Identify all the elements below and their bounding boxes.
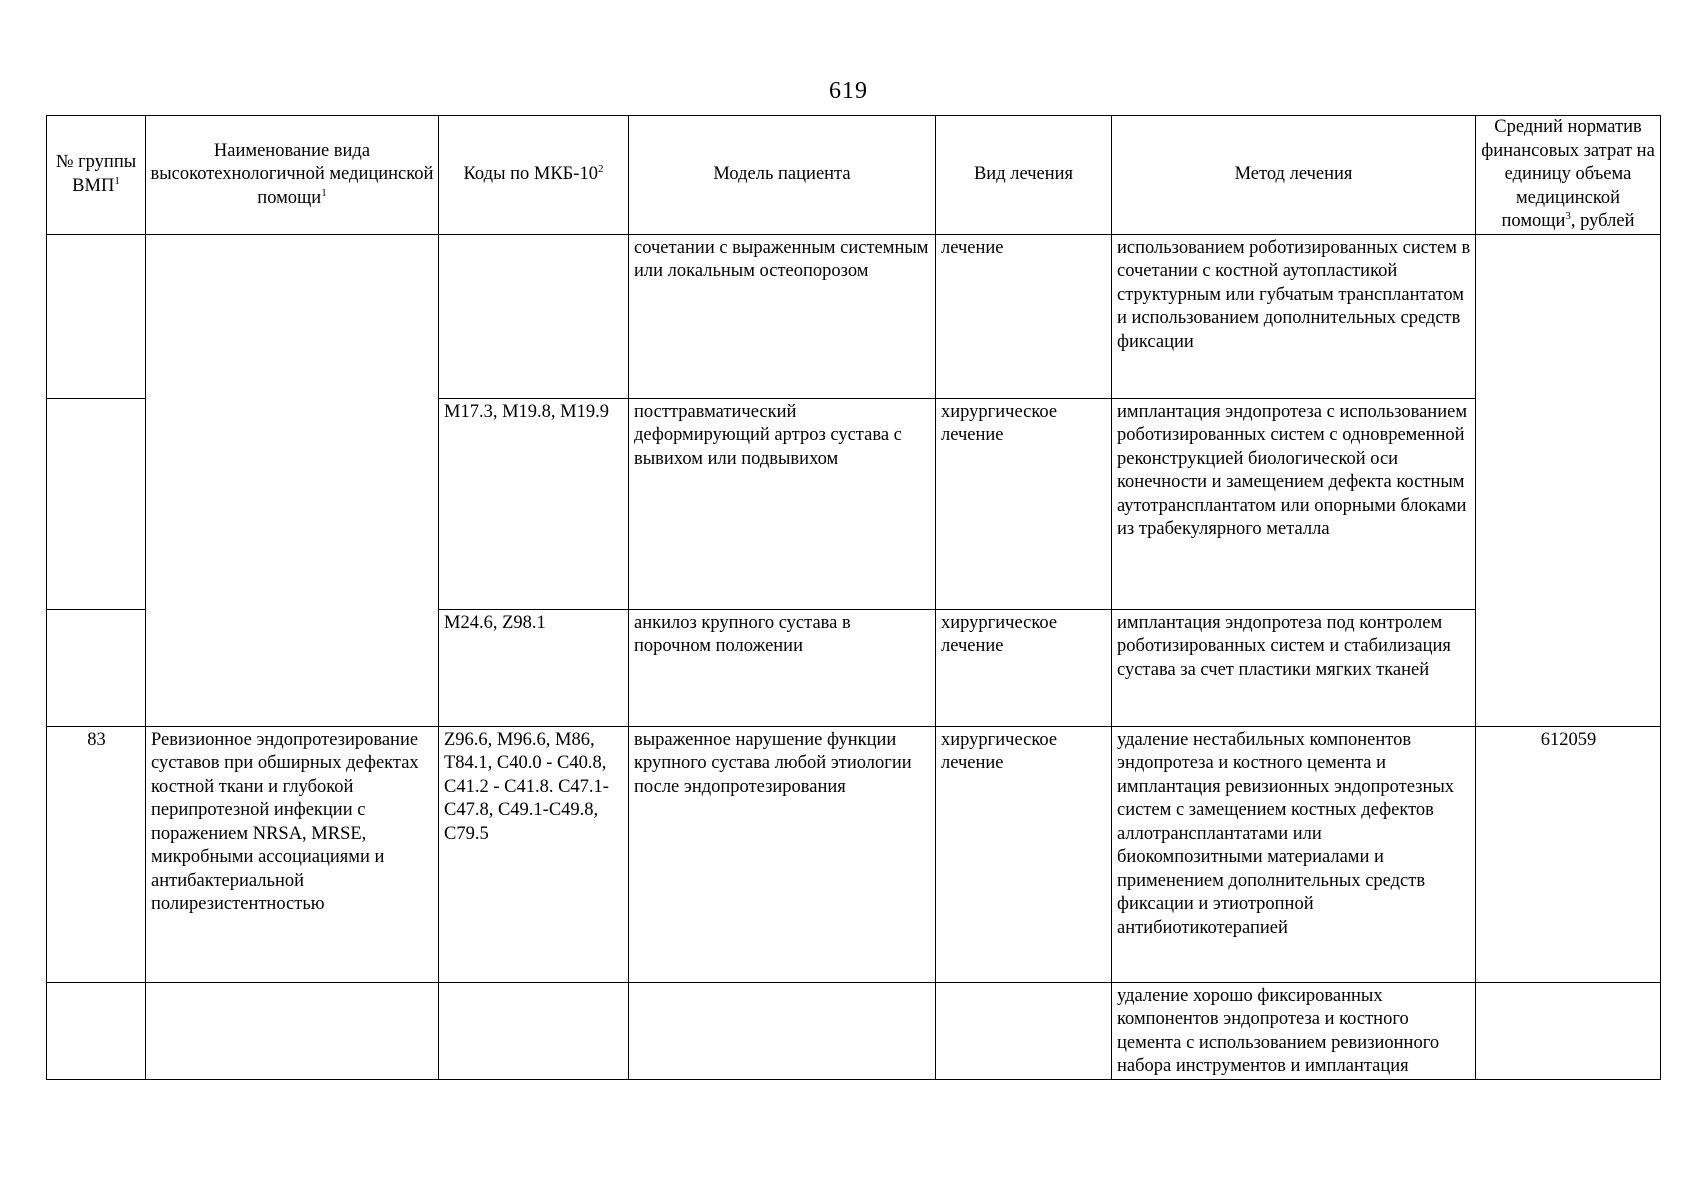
cell-name (146, 234, 439, 726)
cell-codes: M17.3, M19.8, M19.9 (439, 398, 629, 609)
table-row (47, 726, 1661, 982)
header-codes: Коды по МКБ-$10^2$ (439, 116, 629, 235)
page-number: 619 (829, 78, 868, 104)
cell-cost (1476, 982, 1661, 1079)
vmp-table (46, 115, 1661, 1080)
cell-type: хирургическое лечение (936, 726, 1112, 982)
table-row (47, 234, 1661, 398)
cell-codes (439, 234, 629, 398)
cell-method: удаление хорошо фиксированных компонентов эндопротеза и костного цемента с использованием ревизионного набора инструментов и имплантация (1112, 982, 1476, 1079)
cell-method: использованием роботизированных систем в сочетании с костной аутопластикой структурным или губчатым трансплантатом и использованием дополнительных средств фиксации (1112, 234, 1476, 398)
header-type: Вид лечения (936, 116, 1112, 235)
cell-method: имплантация эндопротеза под контролем роботизированных систем и стабилизация сустава за счет пластики мягких тканей (1112, 609, 1476, 726)
header-row (47, 116, 1661, 235)
cell-group (47, 234, 146, 398)
header-cost: Средний норматив финансовых затрат на единицу объема медицинской помощи$^3$, рублей (1476, 116, 1661, 235)
table-row (47, 982, 1661, 1079)
cell-type: лечение (936, 234, 1112, 398)
cell-method: имплантация эндопротеза с использованием роботизированных систем с одновременной реконструкцией биологической оси конечности и замещением дефекта костным аутотрансплантатом или опорными блоками из трабекулярного металла (1112, 398, 1476, 609)
cell-model: выраженное нарушение функции крупного сустава любой этиологии после эндопротезирования (629, 726, 936, 982)
cell-group (47, 982, 146, 1079)
cell-model: сочетании с выраженным системным или локальным остеопорозом (629, 234, 936, 398)
cell-name: Ревизионное эндопротезирование суставов при обширных дефектах костной ткани и глубокой перипротезной инфекции с поражением NRSA, MRSE, микробными ассоциациями и антибактериальной полирезистентностью (146, 726, 439, 982)
cell-model: анкилоз крупного сустава в порочном положении (629, 609, 936, 726)
cell-method: удаление нестабильных компонентов эндопротеза и костного цемента и имплантация ревизионных эндопротезных систем с замещением костных дефектов аллотрансплантатами или биокомпозитными материалами и применением дополнительных средств фиксации и этиотропной антибиотикотерапией (1112, 726, 1476, 982)
cell-type (936, 982, 1112, 1079)
cell-codes: Z96.6, M96.6, M86, T84.1, C40.0 - C40.8, C41.2 - C41.8. C47.1-C47.8, C49.1-C49.8, C79.5 (439, 726, 629, 982)
cell-model: посттравматический деформирующий артроз сустава с вывихом или подвывихом (629, 398, 936, 609)
cell-codes: M24.6, Z98.1 (439, 609, 629, 726)
cell-group (47, 609, 146, 726)
cell-cost (1476, 234, 1661, 726)
cell-type: хирургическое лечение (936, 398, 1112, 609)
header-model: Модель пациента (629, 116, 936, 235)
header-method: Метод лечения (1112, 116, 1476, 235)
cell-type: хирургическое лечение (936, 609, 1112, 726)
cell-codes (439, 982, 629, 1079)
header-name: Наименование вида высокотехнологичной медицинской помощи$^1$ (146, 116, 439, 235)
cell-group: 83 (47, 726, 146, 982)
cell-cost: 612059 (1476, 726, 1661, 982)
cell-group (47, 398, 146, 609)
cell-name (146, 982, 439, 1079)
cell-model (629, 982, 936, 1079)
header-group: № группы ВМП$^1$ (47, 116, 146, 235)
